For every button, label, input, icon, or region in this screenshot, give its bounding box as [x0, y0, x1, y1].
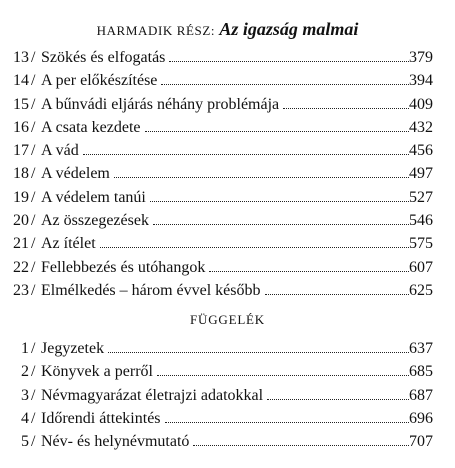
chapter-separator: / — [31, 118, 36, 136]
chapter-title: Elmélkedés – három évvel később — [41, 281, 261, 299]
chapter-separator: / — [31, 258, 36, 276]
page-number: 637 — [409, 340, 433, 357]
chapter-title: A védelem — [41, 165, 110, 183]
appendix-heading: FÜGGELÉK — [189, 312, 265, 327]
dot-leader — [161, 84, 409, 85]
dot-leader — [145, 131, 410, 132]
toc-entry — [0, 407, 455, 430]
toc-entry — [0, 209, 455, 232]
chapter-title: A vád — [41, 142, 79, 160]
toc-entry — [0, 46, 455, 69]
chapter-title-wrap — [41, 256, 409, 279]
chapter-title: Jegyzetek — [41, 340, 105, 357]
toc-entry — [0, 186, 455, 209]
chapter-number: 13 — [13, 49, 29, 66]
chapter-title: Fellebbezés és utóhangok — [41, 258, 206, 276]
part-heading-prefix: HARMADIK RÉSZ: — [96, 23, 216, 38]
chapter-title-wrap — [41, 337, 409, 360]
chapter-number: 2 — [21, 363, 29, 381]
chapter-separator: / — [31, 212, 36, 230]
chapter-title-wrap — [41, 93, 409, 116]
chapter-title-wrap — [41, 384, 409, 407]
page-number: 696 — [409, 409, 433, 427]
toc-entry — [0, 279, 455, 302]
chapter-separator: / — [31, 235, 36, 253]
part-heading — [0, 19, 455, 41]
chapter-title-wrap — [41, 360, 409, 383]
chapter-separator: / — [31, 188, 36, 206]
chapter-title: Szökés és elfogatás — [41, 49, 166, 66]
page-number: 575 — [409, 235, 433, 253]
page-number: 607 — [409, 258, 433, 276]
page-number: 687 — [409, 386, 433, 404]
page-number: 394 — [409, 72, 433, 90]
dot-leader — [153, 224, 409, 225]
toc-entry — [0, 337, 455, 360]
chapter-separator: / — [31, 340, 36, 357]
chapter-number: 23 — [13, 281, 29, 299]
page-number: 456 — [409, 142, 433, 160]
chapter-number: 14 — [13, 72, 29, 90]
page-number: 546 — [409, 212, 433, 230]
dot-leader — [165, 422, 409, 423]
toc-entry — [0, 139, 455, 162]
chapter-title-wrap — [41, 46, 409, 69]
dot-leader — [265, 294, 410, 295]
chapter-title-wrap — [41, 69, 409, 92]
page-number: 497 — [409, 165, 433, 183]
chapter-number: 22 — [13, 258, 29, 276]
chapter-title-wrap — [41, 186, 409, 209]
page-number: 432 — [409, 118, 433, 136]
chapter-number: 1 — [21, 340, 29, 357]
chapter-separator: / — [31, 72, 36, 90]
chapter-separator: / — [31, 281, 36, 299]
chapter-number: 5 — [21, 433, 29, 451]
chapter-title: Névmagyarázat életrajzi adatokkal — [41, 386, 264, 404]
toc-entry — [0, 116, 455, 139]
chapter-title-wrap — [41, 430, 409, 453]
chapter-title-wrap — [41, 116, 409, 139]
chapter-title: Időrendi áttekintés — [41, 409, 161, 427]
chapter-title: Az összegezések — [41, 212, 149, 230]
toc-entry — [0, 256, 455, 279]
chapter-title: Könyvek a perről — [41, 363, 153, 381]
dot-leader — [209, 271, 409, 272]
page-number: 379 — [409, 49, 433, 66]
dot-leader — [157, 375, 409, 376]
toc-entry — [0, 93, 455, 116]
page-number: 625 — [409, 281, 433, 299]
toc-entry — [0, 232, 455, 255]
dot-leader — [283, 108, 409, 109]
chapter-separator: / — [31, 363, 36, 381]
chapter-separator: / — [31, 95, 36, 113]
chapter-number: 16 — [13, 118, 29, 136]
dot-leader — [193, 445, 409, 446]
chapter-number: 21 — [13, 235, 29, 253]
chapter-title: Az ítélet — [41, 235, 96, 253]
toc-main-list — [0, 46, 455, 302]
chapter-number: 19 — [13, 188, 29, 206]
chapter-number: 15 — [13, 95, 29, 113]
chapter-number: 3 — [21, 386, 29, 404]
toc-entry — [0, 430, 455, 453]
chapter-number: 20 — [13, 212, 29, 230]
chapter-separator: / — [31, 142, 36, 160]
chapter-separator: / — [31, 386, 36, 404]
dot-leader — [169, 61, 409, 62]
chapter-number: 4 — [21, 409, 29, 427]
chapter-separator: / — [31, 433, 36, 451]
chapter-title-wrap — [41, 279, 409, 302]
chapter-number: 18 — [13, 165, 29, 183]
chapter-title: A csata kezdete — [41, 118, 141, 136]
chapter-title-wrap — [41, 407, 409, 430]
dot-leader — [108, 352, 409, 353]
page-number: 527 — [409, 188, 433, 206]
chapter-number: 17 — [13, 142, 29, 160]
chapter-title: A védelem tanúi — [41, 188, 146, 206]
dot-leader — [267, 399, 409, 400]
chapter-separator: / — [31, 409, 36, 427]
chapter-separator: / — [31, 49, 36, 66]
chapter-title-wrap — [41, 209, 409, 232]
dot-leader — [150, 201, 409, 202]
page-number: 707 — [409, 433, 433, 451]
page-number: 685 — [409, 363, 433, 381]
dot-leader — [100, 247, 409, 248]
chapter-title: A bűnvádi eljárás néhány problémája — [41, 95, 280, 113]
chapter-title: Név- és helynévmutató — [41, 433, 190, 451]
page-number: 409 — [409, 95, 433, 113]
chapter-title-wrap — [41, 139, 409, 162]
toc-entry — [0, 69, 455, 92]
chapter-separator: / — [31, 165, 36, 183]
toc-entry — [0, 162, 455, 185]
dot-leader — [114, 177, 409, 178]
toc-appendix-list — [0, 337, 455, 453]
chapter-title-wrap — [41, 232, 409, 255]
chapter-title: A per előkészítése — [41, 72, 158, 90]
toc-entry — [0, 360, 455, 383]
chapter-title-wrap — [41, 162, 409, 185]
toc-entry — [0, 384, 455, 407]
dot-leader — [83, 154, 409, 155]
part-heading-title: Az igazság malmai — [219, 19, 359, 39]
